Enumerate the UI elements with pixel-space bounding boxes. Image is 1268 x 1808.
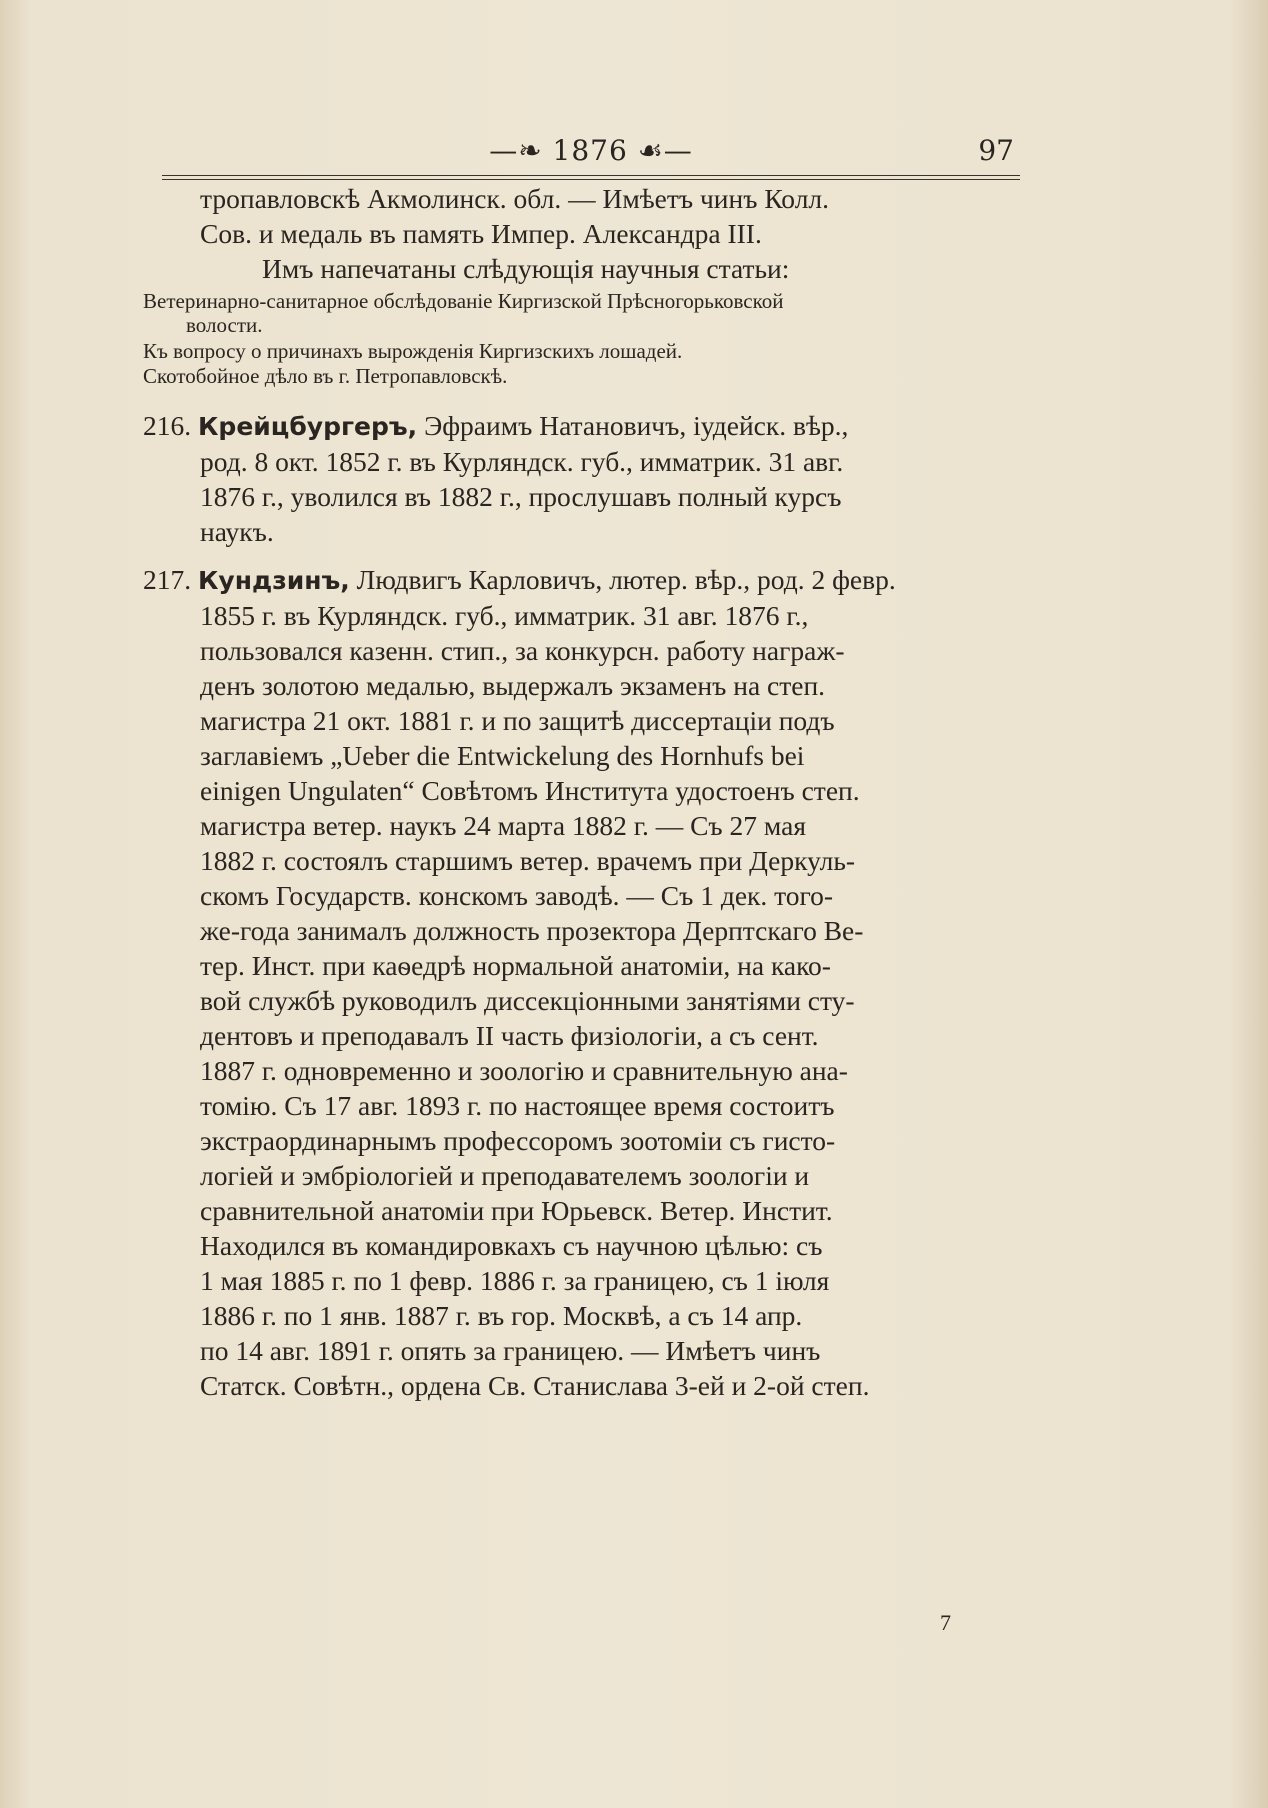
text-line: Находился въ командировкахъ съ научною цѣлью: съ xyxy=(200,1230,823,1261)
entry-name: Кундзинъ, xyxy=(198,566,350,595)
article-title: Ветеринарно-санитарное обслѣдованіе Киргизской Прѣсногорьковской xyxy=(143,289,784,313)
text-line: магистра ветер. наукъ 24 марта 1882 г. — Съ 27 мая xyxy=(200,810,806,841)
text-line: einigen Ungulaten“ Совѣтомъ Института удостоенъ степ. xyxy=(200,775,860,806)
text-line: Сов. и медаль въ память Импер. Александра III. xyxy=(200,218,762,249)
text-line: 1855 г. въ Курляндск. губ., имматрик. 31 авг. 1876 г., xyxy=(200,600,809,631)
entry-name: Крейцбургеръ, xyxy=(198,412,418,441)
entry-216-first-line xyxy=(143,410,848,442)
text-line: тропавловскѣ Акмолинск. обл. — Имѣетъ чинъ Колл. xyxy=(200,183,830,214)
header-rule xyxy=(162,175,1020,176)
text-line: магистра 21 окт. 1881 г. и по защитѣ диссертаціи подъ xyxy=(200,705,835,736)
text-line: Имъ напечатаны слѣдующія научныя статьи: xyxy=(262,253,790,284)
page-header xyxy=(162,134,1020,174)
text-line: заглавіемъ „Ueber die Entwickelung des Hornhufs bei xyxy=(200,740,805,771)
entry-text: Эфраимъ Натановичъ, іудейск. вѣр., xyxy=(424,410,849,441)
text-line: вой службѣ руководилъ диссекціонными занятіями сту- xyxy=(200,985,855,1016)
signature-mark: 7 xyxy=(940,1610,951,1635)
entry-number: 217. xyxy=(143,564,192,595)
text-line: сравнительной анатоміи при Юрьевск. Ветер. Инстит. xyxy=(200,1195,833,1226)
text-line: денъ золотою медалью, выдержалъ экзаменъ на степ. xyxy=(200,670,826,701)
header-rule-thin xyxy=(162,179,1020,180)
running-title: —❧ 1876 ☙— xyxy=(489,134,693,167)
text-line: Статск. Совѣтн., ордена Св. Станислава 3-ей и 2-ой степ. xyxy=(200,1370,870,1401)
text-line: наукъ. xyxy=(200,516,274,547)
text-line: томію. Съ 17 авг. 1893 г. по настоящее время состоитъ xyxy=(200,1090,835,1121)
article-title: волости. xyxy=(186,313,263,337)
text-line: же-года занималъ должность прозектора Дерптскаго Ве- xyxy=(200,915,864,946)
text-line: скомъ Государств. конскомъ заводѣ. — Съ 1 дек. того- xyxy=(200,880,834,911)
article-title: Къ вопросу о причинахъ вырожденія Киргизскихъ лошадей. xyxy=(143,339,683,363)
page-number: 97 xyxy=(978,134,1014,167)
text-line: 1876 г., уволился въ 1882 г., прослушавъ полный курсъ xyxy=(200,481,842,512)
text-line: 1887 г. одновременно и зоологію и сравнительную ана- xyxy=(200,1055,848,1086)
text-line: дентовъ и преподавалъ II часть физіологіи, а съ сент. xyxy=(200,1020,819,1051)
text-line: логіей и эмбріологіей и преподавателемъ зоологіи и xyxy=(200,1160,810,1191)
text-line: 1886 г. по 1 янв. 1887 г. въ гор. Москвѣ, а съ 14 апр. xyxy=(200,1300,803,1331)
text-line: экстраординарнымъ профессоромъ зоотоміи съ гисто- xyxy=(200,1125,836,1156)
entry-217-first-line xyxy=(143,564,896,596)
article-title: Скотобойное дѣло въ г. Петропавловскѣ. xyxy=(143,364,508,388)
text-line: тер. Инст. при каѳедрѣ нормальной анатоміи, на како- xyxy=(200,950,831,981)
text-line: пользовался казенн. стип., за конкурсн. работу награж- xyxy=(200,635,845,666)
entry-text: Людвигъ Карловичъ, лютер. вѣр., род. 2 февр. xyxy=(356,564,896,595)
text-line: 1882 г. состоялъ старшимъ ветер. врачемъ при Деркуль- xyxy=(200,845,856,876)
entry-number: 216. xyxy=(143,410,192,441)
text-line: 1 мая 1885 г. по 1 февр. 1886 г. за границею, съ 1 іюля xyxy=(200,1265,830,1296)
text-line: по 14 авг. 1891 г. опять за границею. — Имѣетъ чинъ xyxy=(200,1335,821,1366)
text-line: род. 8 окт. 1852 г. въ Курляндск. губ., имматрик. 31 авг. xyxy=(200,446,844,477)
